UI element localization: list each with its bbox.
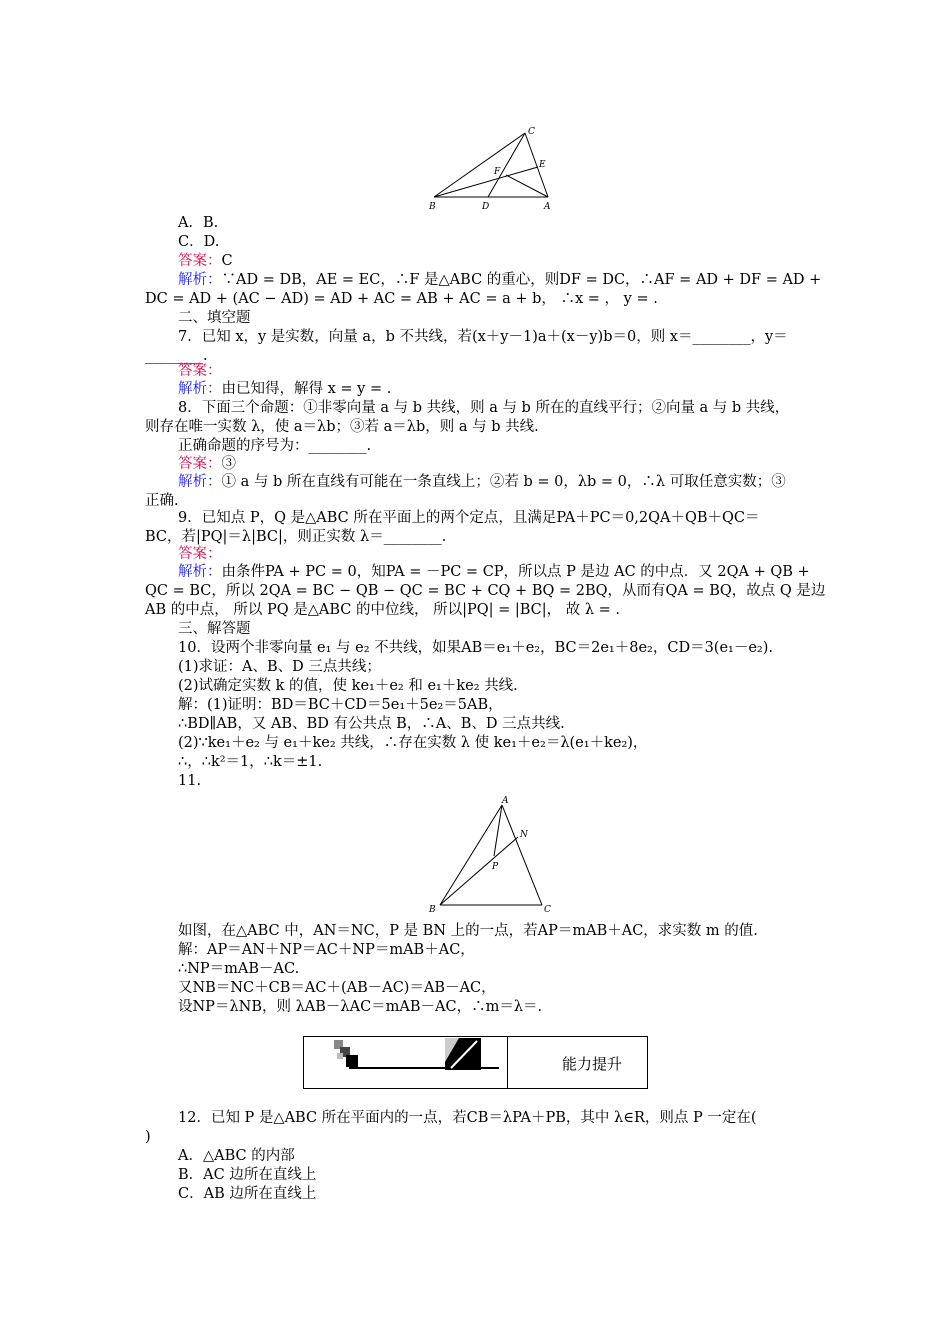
label-d: D (482, 202, 490, 212)
section-banner (303, 1036, 648, 1089)
label-b: B (429, 202, 436, 212)
q10-line-6: (2)∵ke₁＋e₂ 与 e₁＋ke₂ 共线，∴存在实数 λ 使 ke₁＋e₂＝λ(e₁＋ke₂)， (178, 735, 648, 751)
q11-line-3: ∴NP＝mAB－AC. (178, 961, 300, 977)
label-c: C (544, 905, 551, 915)
q11-line-4: 又NB＝NC＋CB＝AC＋(AB－AC)＝AB－AC， (178, 980, 496, 996)
q12-line-1: 12．已知 P 是△ABC 所在平面内的一点，若CB＝λPA＋PB，其中 λ∈R，则点 P 一定在( (178, 1110, 757, 1126)
label-p: P (492, 862, 499, 872)
q8-line-1: 8．下面三个命题：①非零向量 a 与 b 共线，则 a 与 b 所在的直线平行；②向量 a 与 b 共线， (178, 400, 790, 416)
q11-line-1: 如图，在△ABC 中，AN＝NC，P 是 BN 上的一点，若AP＝mAB＋AC，求实数 m 的值. (178, 923, 758, 939)
q6-analysis-2: DC = AD + (AC − AD) = AD + AC = AB + AC = a + b， ∴x = ， y = . (145, 291, 658, 307)
q7-line-2: ________. (145, 348, 208, 364)
label-n: N (520, 830, 528, 840)
label-e: E (539, 160, 546, 170)
q10-line-1: 10．设两个非零向量 e₁ 与 e₂ 不共线，如果AB＝e₁＋e₂，BC＝2e₁＋8e₂，CD＝3(e₁－e₂). (178, 640, 774, 656)
triangle-figure-1 (420, 124, 560, 216)
q6-option-c: C．D. (178, 234, 220, 250)
q10-line-5: ∴BD∥AB，又 AB、BD 有公共点 B，∴A、B、D 三点共线. (178, 716, 565, 732)
q10-line-2: (1)求证：A、B、D 三点共线； (178, 659, 381, 675)
label-a: A (544, 202, 551, 212)
q8-analysis-1: 解析：① a 与 b 所在直线有可能在一条直线上；②若 b = 0，λb = 0，∴λ 可取任意实数；③ (178, 474, 786, 490)
q8-line-3: 正确命题的序号为：________. (178, 438, 372, 454)
q9-line-2: BC，若|PQ|＝λ|BC|，则正实数 λ＝________. (145, 529, 447, 545)
q10-line-4: 解：(1)证明：BD＝BC＋CD＝5e₁＋5e₂＝5AB， (178, 697, 503, 713)
q9-answer: 答案： (178, 546, 222, 562)
q7-answer: 答案： (178, 363, 222, 379)
q9-analysis-3: AB 的中点， 所以 PQ 是△ABC 的中位线， 所以|PQ| = |BC|， 故 λ = . (145, 602, 621, 618)
q9-analysis-1: 解析：由条件PA + PC = 0，知PA = －PC = CP，所以点 P 是边 AC 的中点．又 2QA + QB + (178, 564, 810, 580)
q9-analysis-2: QC = BC，所以 2QA = BC − QB − QC = BC + CQ + BQ = 2BQ，从而有QA = BQ，故点 Q 是边 (145, 583, 826, 599)
q6-analysis-1: 解析：∵AD = DB，AE = EC，∴F 是△ABC 的重心，则DF = DC，∴AF = AD + DF = AD + (178, 272, 822, 288)
banner-decoration-icon (328, 1039, 368, 1069)
label-a: A (502, 796, 509, 806)
q12-option-a: A．△ABC 的内部 (178, 1148, 295, 1164)
q6-answer: 答案：C (178, 253, 233, 269)
q8-line-2: 则存在唯一实数 λ，使 a＝λb；③若 a＝λb，则 a 与 b 共线. (145, 419, 539, 435)
q10-line-7: ∴，∴k²＝1，∴k＝±1. (178, 754, 323, 770)
triangle-figure-2 (420, 790, 570, 918)
q7-line-1: 7．已知 x，y 是实数，向量 a，b 不共线，若(x＋y－1)a＋(x－y)b＝0，则 x＝________，y＝ (178, 329, 788, 345)
q11-line-5: 设NP＝λNB，则 λAB－λAC＝mAB－AC，∴m＝λ＝. (178, 999, 543, 1015)
q10-line-3: (2)试确定实数 k 的值，使 ke₁＋e₂ 和 e₁＋ke₂ 共线. (178, 678, 518, 694)
label-b: B (429, 905, 436, 915)
q6-option-a: A．B. (178, 215, 219, 231)
section-solutions: 三、解答题 (178, 621, 251, 637)
q12-line-2: ) (145, 1129, 151, 1145)
q8-answer: 答案：③ (178, 456, 236, 472)
banner-label: 能力提升 (562, 1056, 623, 1073)
q7-analysis: 解析：由已知得，解得 x = y = . (178, 381, 392, 397)
q11-number: 11. (178, 773, 202, 789)
q8-analysis-2: 正确. (145, 493, 179, 509)
q12-option-b: B．AC 边所在直线上 (178, 1167, 317, 1183)
label-f: F (494, 167, 501, 177)
section-fill-blank: 二、填空题 (178, 310, 251, 326)
label-c: C (528, 127, 535, 137)
banner-slash-icon (445, 1038, 481, 1070)
q12-option-c: C．AB 边所在直线上 (178, 1186, 317, 1202)
banner-separator (507, 1037, 508, 1088)
q9-line-1: 9．已知点 P，Q 是△ABC 所在平面上的两个定点，且满足PA＋PC＝0,2QA＋QB＋QC＝ (178, 510, 760, 526)
q11-line-2: 解：AP＝AN＋NP＝AC＋NP＝mAB＋AC， (178, 942, 475, 958)
